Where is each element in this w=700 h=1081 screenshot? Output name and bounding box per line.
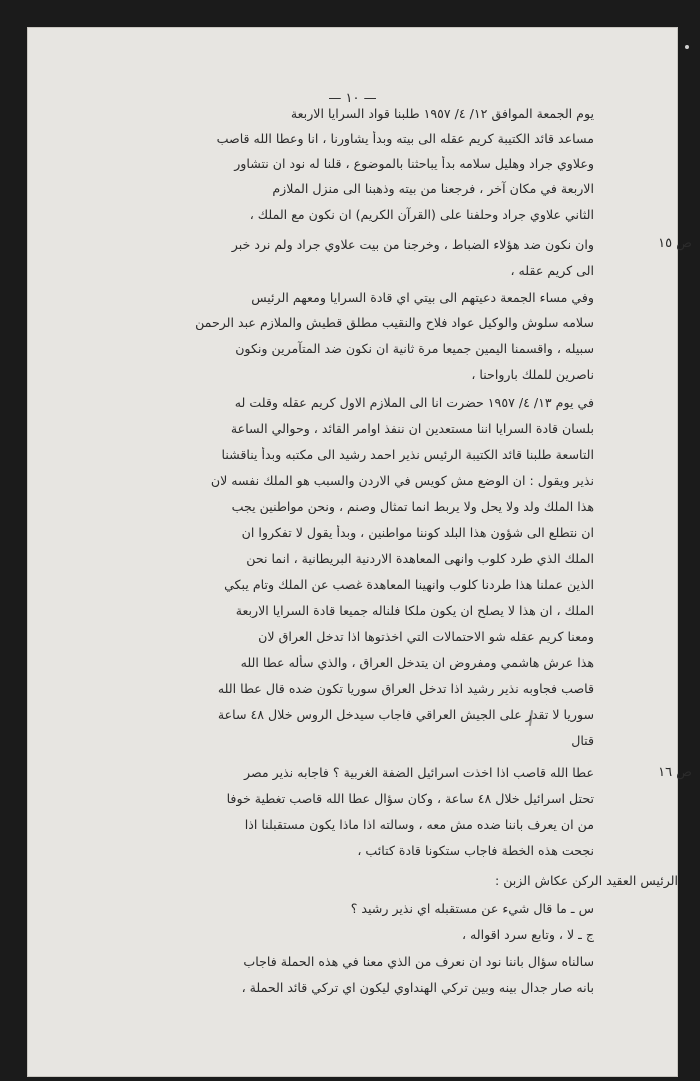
text-line: الثاني علاوي جراد وحلفنا على (القرآن الكريم) ان نكون مع الملك ، <box>249 207 594 222</box>
text-line: في يوم ١٣/ ٤/ ١٩٥٧ حضرت انا الى الملازم الاول كريم عقله وقلت له <box>234 395 594 410</box>
text-line: ومعنا كريم عقله شو الاحتمالات التي اخذتوها اذا تدخل العراق لان <box>258 629 594 644</box>
text-line: الملك الذي طرد كلوب وانهى المعاهدة الاردنية البريطانية ، انما نحن <box>246 551 594 566</box>
text-line: تحتل اسرائيل خلال ٤٨ ساعة ، وكان سؤال عطا الله قاصب تغطية خوفا <box>226 791 594 806</box>
text-line: بانه صار جدال بينه وبين تركي الهنداوي ليكون اي تركي قائد الحملة ، <box>241 980 594 995</box>
text-line: وفي مساء الجمعة دعيتهم الى بيتي اي قادة السرايا ومعهم الرئيس <box>251 290 594 305</box>
text-line: سلامه سلوش والوكيل عواد فلاح والنقيب مطلق قطيش والملازم عبد الرحمن <box>195 315 594 330</box>
text-line: ان نتطلع الى شؤون هذا البلد كوننا مواطنين ، وبدأ يقول لا تفكروا ان <box>241 525 594 540</box>
text-line: الاربعة في مكان آخر ، فرجعنا من بيته وذهبنا الى منزل الملازم <box>272 181 594 196</box>
text-line: قتال <box>571 733 594 748</box>
question-line: س ـ ما قال شيء عن مستقبله اي نذير رشيد ؟ <box>350 901 594 916</box>
text-line: من ان يعرف باننا ضده مش معه ، وسالته اذا ماذا يكون مستقبلنا اذا <box>244 817 594 832</box>
text-line: هذا عرش هاشمي ومفروض ان يتدخل العراق ، والذي سأله عطا الله <box>240 655 594 670</box>
text-line: وعلاوي جراد وهليل سلامه بدأ يباحثنا بالموضوع ، قلنا له نود ان نتشاور <box>234 156 594 171</box>
page-number: — ١٠ — <box>328 91 377 106</box>
text-line: الذين عملنا هذا طردنا كلوب وانهينا المعاهدة غصب عن الملك وتام يبكي <box>224 577 594 592</box>
answer-line: ج ـ لا ، وتابع سرد اقواله ، <box>461 927 594 942</box>
text-line: ناصرين للملك بارواحنا ، <box>471 367 594 382</box>
text-line: الى كريم عقله ، <box>510 263 594 278</box>
document-page <box>27 27 692 1077</box>
section-heading: الرئيس العقيد الركن عكاش الزبن : <box>494 873 678 888</box>
punch-hole <box>685 45 689 49</box>
text-line: سبيله ، واقسمنا اليمين جميعا مرة ثانية ان نكون ضد المتآمرين ونكون <box>235 341 594 356</box>
text-line: قاصب فجاوبه نذير رشيد اذا تدخل العراق سوريا تكون ضده قال عطا الله <box>217 681 594 696</box>
text-line: عطا الله قاصب اذا اخذت اسرائيل الضفة الغربية ؟ فاجابه نذير مصر <box>244 765 594 780</box>
text-line: نذير ويقول : ان الوضع مش كويس في الاردن والسبب هو الملك نفسه لان <box>210 473 594 488</box>
text-line: وان نكون ضد هؤلاء الضباط ، وخرجنا من بيت علاوي جراد ولم نرد خبر <box>231 237 594 252</box>
text-line: نجحت هذه الخطة فاجاب ستكونا قادة كتائب ، <box>357 843 594 858</box>
text-line: يوم الجمعة الموافق ١٢/ ٤/ ١٩٥٧ طلبنا قواد السرايا الاربعة <box>290 106 594 121</box>
text-line: سالناه سؤال باننا نود ان نعرف من الذي معنا في هذه الحملة فاجاب <box>243 954 594 969</box>
text-line: هذا الملك ولد ولا يحل ولا يربط انما تمثال وصنم ، ونحن مواطنين يجب <box>231 499 594 514</box>
text-line: سوريا لا تقدر على الجيش العراقي فاجاب سيدخل الروس خلال ٤٨ ساعة <box>217 707 594 722</box>
text-line: التاسعة طلبنا قائد الكتيبة الرئيس نذير احمد رشيد الى مكتبه وبدأ يناقشنا <box>221 447 594 462</box>
margin-ref-16: ص ١٦ <box>658 765 692 780</box>
margin-ref-15: ص ١٥ <box>658 236 692 251</box>
text-line: بلسان قادة السرايا اننا مستعدين ان ننفذ اوامر القائد ، وحوالي الساعة <box>230 421 594 436</box>
text-line: الملك ، ان هذا لا يصلح ان يكون ملكا فلناله جميعا قادة السرايا الاربعة <box>235 603 594 618</box>
text-line: مساعد قائد الكتيبة كريم عقله الى بيته وبدأ يشاورنا ، انا وعطا الله قاصب <box>216 131 594 146</box>
